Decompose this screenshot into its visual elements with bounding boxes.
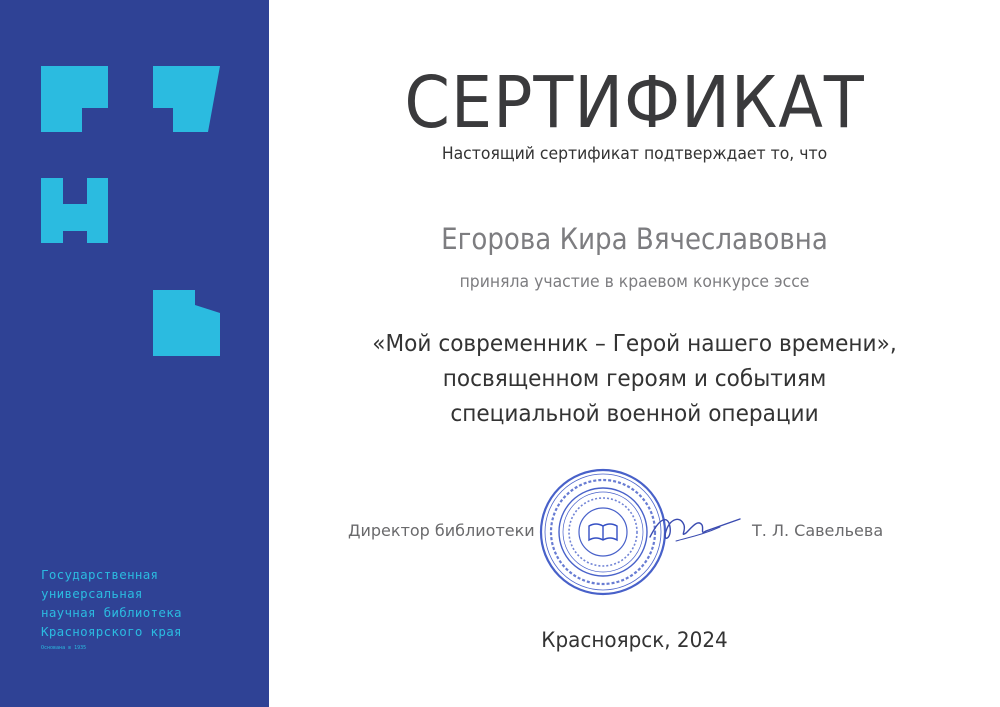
- recipient-name: Егорова Кира Вячеславовна: [441, 222, 828, 256]
- contest-line: специальной военной операции: [450, 399, 819, 427]
- brand-sidebar: [0, 0, 269, 707]
- contest-title: [298, 326, 971, 431]
- director-signature: [640, 497, 750, 557]
- library-name-line: Красноярского края: [41, 624, 182, 639]
- logo-mark: [0, 0, 269, 380]
- participation-text: приняла участие в краевом конкурсе эссе: [459, 272, 810, 292]
- director-name: Т. Л. Савельева: [752, 521, 884, 540]
- library-name-line: Государственная: [41, 567, 159, 582]
- founded-note: Основана в 1935: [41, 645, 87, 651]
- logo-block-bottom-right: [153, 290, 220, 356]
- director-label: Директор библиотеки: [348, 521, 535, 540]
- certificate-subtitle: Настоящий сертификат подтверждает то, что: [441, 144, 828, 164]
- city-year: Красноярск, 2024: [541, 628, 728, 652]
- certificate-title: СЕРТИФИКАТ: [404, 61, 865, 144]
- logo-block-middle: [41, 178, 108, 243]
- logo-block-top-right: [153, 66, 220, 132]
- library-name: [41, 565, 182, 641]
- certificate-body: [269, 0, 1000, 707]
- contest-line: посвященном героям и событиям: [442, 364, 827, 392]
- logo-block-top-left: [41, 66, 108, 132]
- library-name-line: универсальная: [41, 586, 143, 601]
- book-icon: [589, 524, 617, 540]
- contest-line: «Мой современник – Герой нашего времени»,: [372, 329, 897, 357]
- library-name-line: научная библиотека: [41, 605, 182, 620]
